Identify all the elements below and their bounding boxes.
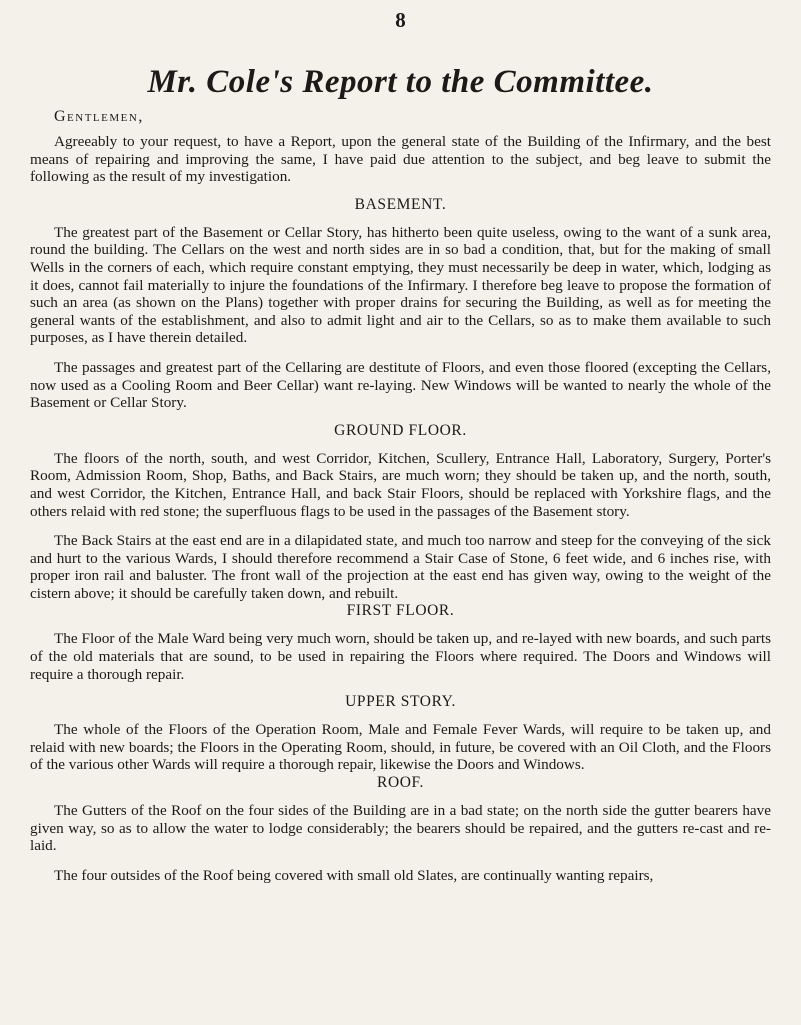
roof-paragraph-2: The four outsides of the Roof being covered with small old Slates, are continually wanting repairs,: [54, 866, 654, 884]
ground-floor-paragraph-1: The floors of the north, south, and west Corridor, Kitchen, Scullery, Entrance Hall, Laboratory, Surgery, Porter's Room, Admission Room, Shop, Baths, and Back Stairs, are much worn; they should be taken up, and the north, south, and west Corridor, the Kitchen, Entrance Hall, and back Stair Floors, should be replaced with Yorkshire flags, and the others relaid with red stone; the superfluous flags to be used in the passages of the Basement story.: [30, 449, 771, 520]
section-heading-first-floor: FIRST FLOOR.: [346, 602, 455, 620]
page-title: Mr. Cole's Report to the Committee.: [147, 64, 654, 100]
section-heading-roof: ROOF.: [377, 774, 424, 792]
upper-story-paragraph-1: The whole of the Floors of the Operation Room, Male and Female Fever Wards, will require to be taken up, and relaid with new boards; the Floors in the Operating Room, should, in future, be covered with an Oil Cloth, and the Floors of the various other Wards will require a thorough repair, likewise the Doors and Windows.: [30, 721, 771, 774]
paragraph-gap: [30, 855, 771, 867]
ground-floor-paragraph-2: The Back Stairs at the east end are in a dilapidated state, and much too narrow and steep for the conveying of the sick and hurt to the various Wards, I should therefore recommend a Stair Case of Stone, 6 feet wide, and 6 inches rise, with proper iron rail and baluster. The front wall of the projection at the east end has given way, owing to the weight of the cistern above; it should be carefully taken down, and rebuilt.: [30, 532, 771, 602]
page-number: 8: [395, 8, 406, 32]
paragraph-gap: [30, 520, 771, 532]
first-floor-paragraph-1: The Floor of the Male Ward being very much worn, should be taken up, and re-layed with new boards, and such parts of the old materials that are sound, to be used in repairing the Floors where required. The Doors and Windows will require a thorough repair.: [30, 630, 771, 683]
section-heading-ground-floor: GROUND FLOOR.: [334, 421, 467, 439]
intro-paragraph: Agreeably to your request, to have a Report, upon the general state of the Building of the Infirmary, and the best means of repairing and improving the same, I have paid due attention to the subject, and beg leave to submit the following as the result of my investigation.: [30, 133, 771, 186]
paragraph-gap: [30, 347, 771, 359]
salutation: Gentlemen,: [54, 108, 144, 125]
basement-paragraph-1: The greatest part of the Basement or Cellar Story, has hitherto been quite useless, owing to the want of a sunk area, round the building. The Cellars on the west and north sides are in so bad a condition, that, but for the making of small Wells in the corners of each, which require constant emptying, they must necessarily be deep in water, which, lodging as it does, cannot fail materially to injure the foundations of the Infirmary. I therefore beg leave to propose the formation of such an area (as shown on the Plans) together with proper drains for securing the Building, as well as for meeting the general wants of the establishment, and also to admit light and air to the Cellars, so as to make them available to such purposes, as I have therein detailed.: [30, 223, 771, 347]
roof-paragraph-1: The Gutters of the Roof on the four sides of the Building are in a bad state; on the north side the gutter bearers have given way, so as to allow the water to lodge considerably; the bearers should be repaired, and the gutters re-cast and re-laid.: [30, 802, 771, 855]
basement-paragraph-2: The passages and greatest part of the Cellaring are destitute of Floors, and even those floored (excepting the Cellars, now used as a Cooling Room and Beer Cellar) want re-laying. New Windows will be wanted to nearly the whole of the Basement or Cellar Story.: [30, 358, 771, 412]
section-heading-basement: BASEMENT.: [354, 195, 447, 213]
section-heading-upper-story: UPPER STORY.: [345, 693, 456, 711]
